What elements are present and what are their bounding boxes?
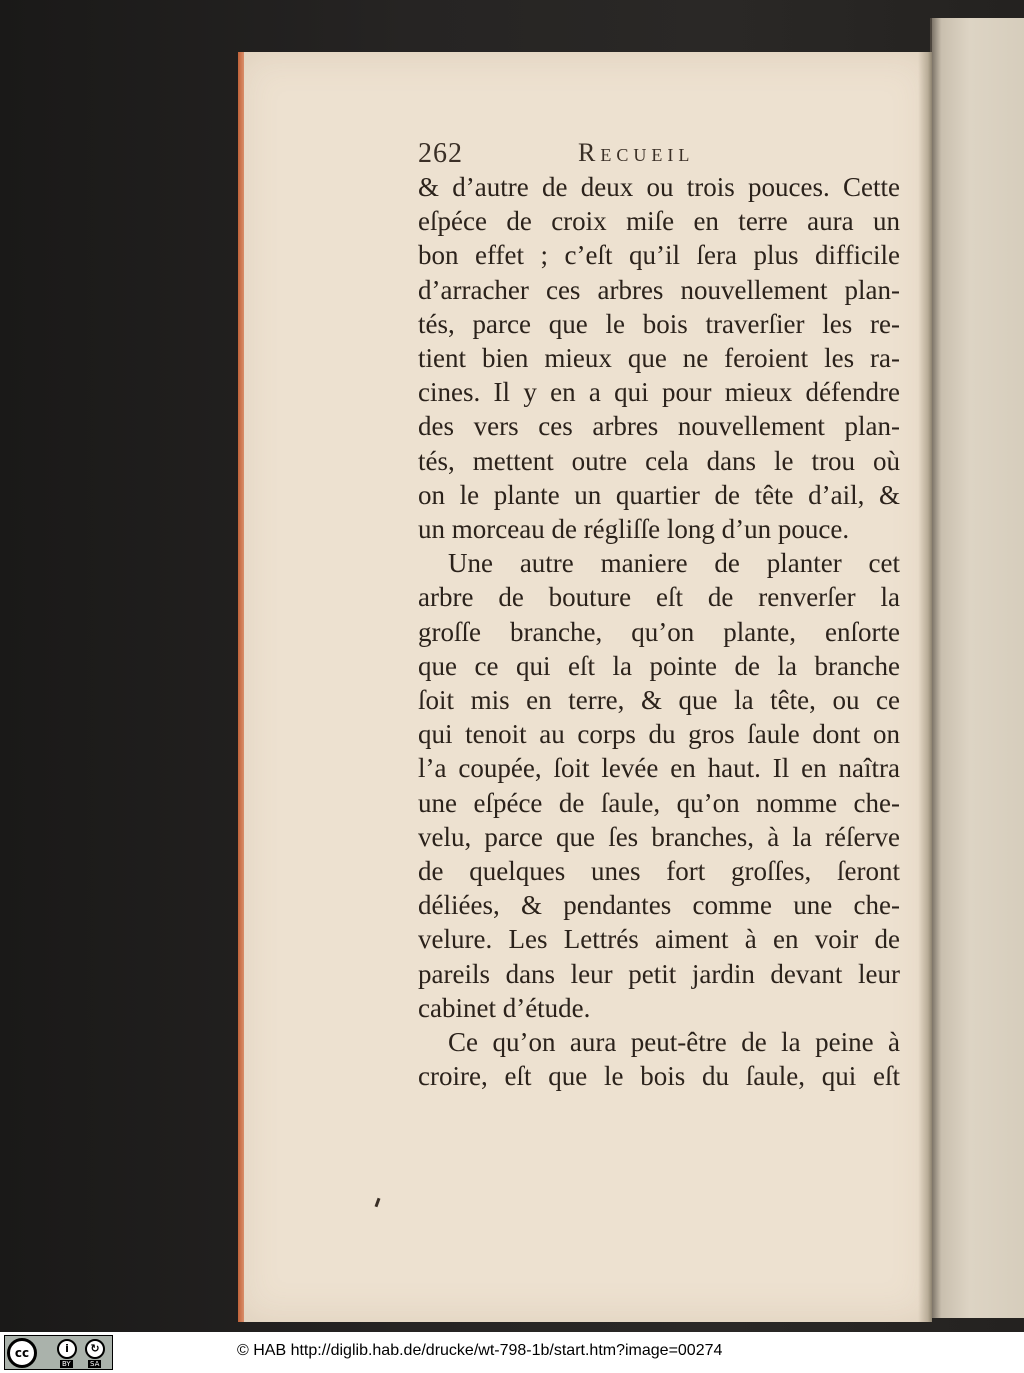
text-line: pareils dans leur petit jardin devant leur [418, 958, 900, 989]
text-line: qui tenoit au corps du gros ſaule dont on [418, 719, 900, 750]
text-line: & d’autre de deux ou trois pouces. Cette [418, 172, 900, 202]
text-line: une eſpéce de ſaule, qu’on nomme che- [418, 787, 900, 818]
text-line: Une autre maniere de planter cet [448, 548, 900, 579]
running-head: Recueil [578, 138, 695, 167]
by-label: BY [62, 1360, 71, 1368]
text-line: cabinet d’étude. [418, 992, 591, 1023]
text-line: Ce qu’on aura peut-être de la peine à [448, 1027, 900, 1058]
text-line: arbre de bouture eſt de renverſer la [418, 582, 900, 613]
text-line: on le plante un quartier de tête d’ail, & [418, 479, 900, 510]
text-line: d’arracher ces arbres nouvellement plan- [418, 274, 900, 305]
text-line: velure. Les Lettrés aiment à en voir de [418, 924, 900, 955]
facing-page-edge [930, 18, 1024, 1318]
page-number: 262 [418, 138, 463, 169]
page-gutter-shadow [918, 52, 932, 1322]
attribution-icon: i [57, 1339, 77, 1359]
footer-bar [0, 1332, 1024, 1373]
text-line: ſoit mis en terre, & que la tête, ou ce [418, 685, 900, 716]
text-line: un morceau de régliſſe long d’un pouce. [418, 514, 850, 545]
text-line: tés, mettent outre cela dans le trou où [418, 445, 900, 476]
text-line: eſpéce de croix miſe en terre aura un [418, 206, 900, 237]
cc-license-badge[interactable] [4, 1335, 113, 1370]
text-line: cines. Il y en a qui pour mieux défendre [418, 377, 900, 408]
body-text [418, 170, 900, 1093]
cc-icon: cc [7, 1338, 37, 1368]
text-line: de quelques unes fort groſſes, ſeront [418, 856, 900, 887]
text-line: déliées, & pendantes comme une che- [418, 890, 900, 921]
text-line: velu, parce que ſes branches, à la réſerve [418, 821, 900, 852]
text-line: tés, parce que le bois traverſier les re- [418, 308, 900, 339]
source-citation: © HAB http://diglib.hab.de/drucke/wt-798-1b/start.htm?image=00274 [237, 1342, 723, 1359]
text-line: tient bien mieux que ne feroient les ra- [418, 343, 900, 374]
share-alike-icon: ↻ [85, 1339, 105, 1359]
text-line: croire, eſt que le bois du ſaule, qui eſt [418, 1061, 900, 1092]
text-line: des vers ces arbres nouvellement plan- [418, 411, 900, 442]
sa-label: SA [90, 1360, 100, 1368]
text-line: que ce qui eſt la pointe de la branche [418, 650, 900, 681]
text-line: bon effet ; c’eſt qu’il ſera plus difficile [418, 240, 900, 271]
text-line: l’a coupée, ſoit levée en haut. Il en naîtra [418, 753, 900, 784]
page-red-edge [238, 52, 244, 1322]
text-line: groſſe branche, qu’on plante, enſorte [418, 616, 900, 647]
